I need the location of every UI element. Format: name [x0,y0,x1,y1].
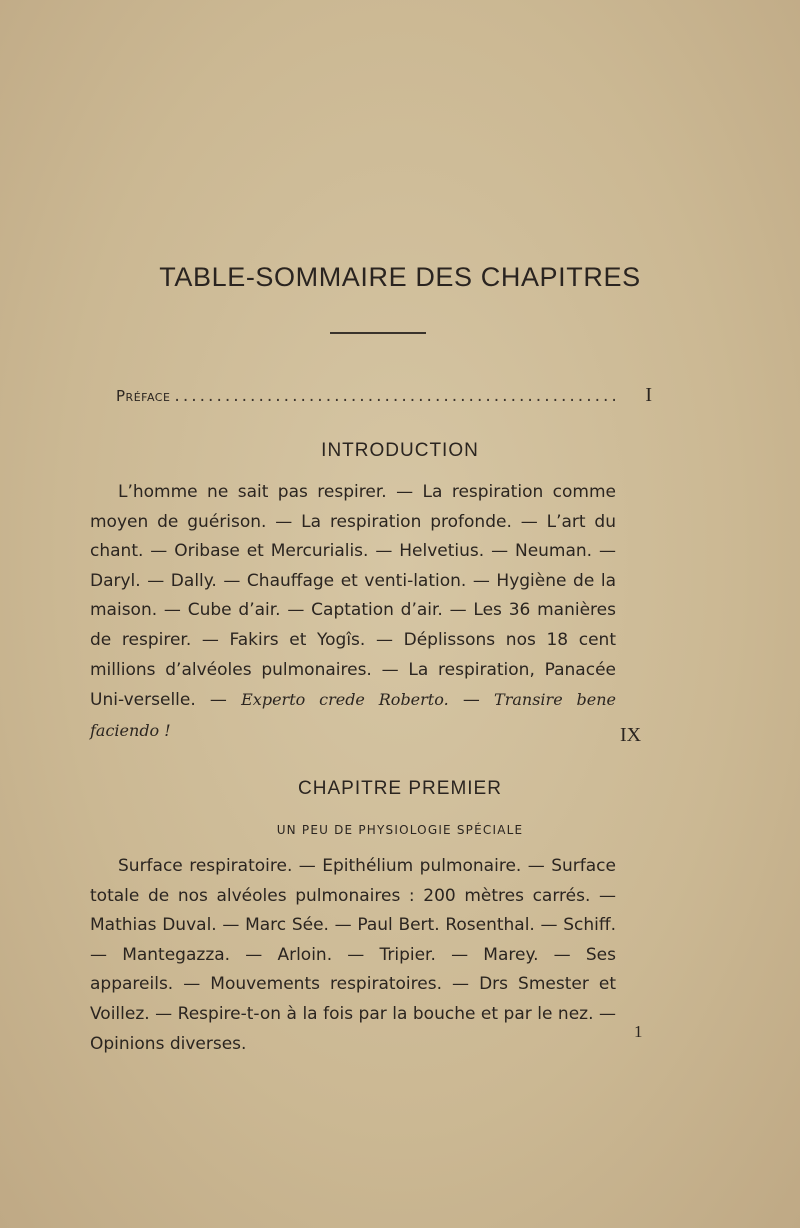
leader-dots [174,386,618,406]
latin-motto-1: Experto crede Roberto. [241,690,449,710]
chapter-1-page-number: 1 [634,1022,643,1041]
preface-entry[interactable] [116,384,652,410]
separator: — [448,690,495,711]
introduction-summary [90,478,616,746]
introduction-summary-text: L’homme ne sait pas respirer. — La respiration comme moyen de guérison. — La respiration profonde. — L’art du chant. — Oribase et Mercurialis. — Helvetius. — Neuman. — Daryl. — Dally. — Chauffage et venti-lation. — Hygiène de la maison. — Cube d’air. — Captation d’air. — Les 36 manières de respirer. — Fakirs et Yogîs. — Déplissons nos 18 cent millions d’alvéoles pulmonaires. — La respiration, Panacée Uni-verselle. — [90,482,616,711]
title-rule [330,332,426,334]
preface-page-number: I [645,384,652,406]
introduction-heading: INTRODUCTION [321,440,479,461]
latin-motto-2: Transire bene faciendo ! [90,690,617,740]
introduction-page-number: IX [620,724,642,746]
chapter-1-heading: CHAPITRE PREMIER [298,778,502,799]
chapter-1-summary: Surface respiratoire. — Epithélium pulmonaire. — Surface totale de nos alvéoles pulmonaires : 200 mètres carrés. — Mathias Duval. — Marc Sée. — Paul Bert. Rosenthal. — Schiff. — Mantegazza. — Arloin. — Tripier. — Marey. — Ses appareils. — Mouvements respiratoires. — Drs Smester et Voillez. — Respire-t-on à la fois par la bouche et par le nez. — Opinions diverses. [90,856,616,1054]
preface-label: Préface [116,387,171,405]
chapter-1-subheading: UN PEU DE PHYSIOLOGIE SPÉCIALE [276,823,524,837]
page-title: TABLE-SOMMAIRE DES CHAPITRES [159,262,641,292]
